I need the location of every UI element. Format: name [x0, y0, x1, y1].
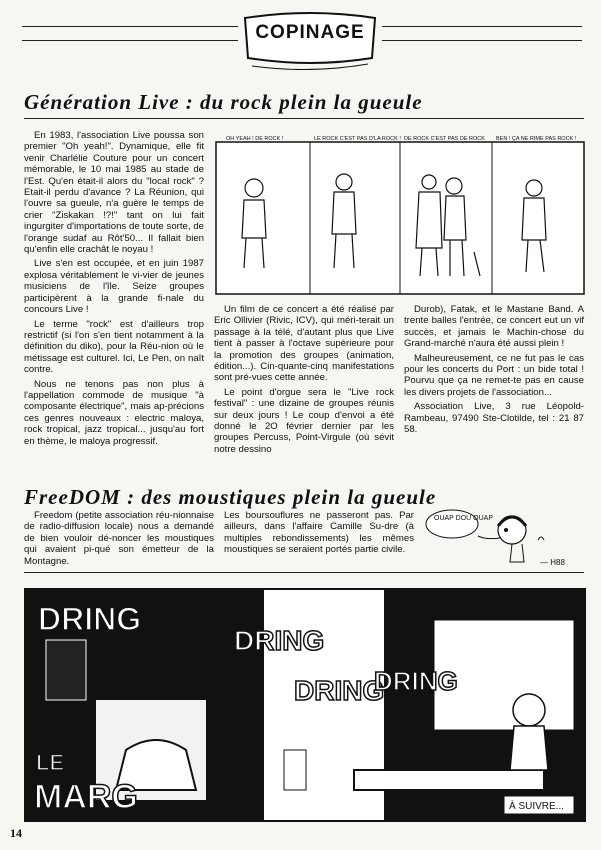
article-column-2	[214, 304, 394, 458]
copinage-banner	[240, 10, 380, 54]
comic-marg: MARG	[34, 778, 138, 816]
col1-paragraph: Nous ne tenons pas non plus à l'appellation commode de musique "à composante électrique", mais ap-précions ces genres nouveaux : electric maloya, rock tropical, jazz tropical... jusqu'au fort en thème, le maloya progressif.	[24, 378, 204, 447]
rock-cartoon	[214, 128, 586, 296]
cartoon-bubble-2: LE ROCK C'EST PAS D'LA ROCK !	[314, 136, 401, 142]
freedom-column-2	[224, 510, 414, 559]
col3-paragraph: Malheureusement, ce ne fut pas le cas pour les concerts du Port : un bide total ! Pourvu que ça ne remet-te pas en cause les divers projets de l'association...	[404, 352, 584, 398]
mosquito-cartoon	[420, 500, 585, 575]
col1-paragraph: Le terme "rock" est d'ailleurs trop restrictif (si l'on s'en tient notamment à la définition du diko), pour la Réu-nion où le métissage est culturel. Ici, Le Pen, on naît contre.	[24, 318, 204, 376]
article-column-1	[24, 130, 204, 450]
cartoon-bubble-3: DE ROCK C'EST PAS DE ROCK	[404, 136, 485, 142]
article-column-3	[404, 304, 584, 438]
col2-paragraph: Un film de ce concert a été réalisé par Eric Ollivier (Rivic, ICV), qui méri-terait un passage à la télé, d'autant plus que Live tient à passer à l'octave supérieure pour la promotion des groupes (animation, édition...). Cin-quante-cinq manifestations sont pré-vues cette année.	[214, 304, 394, 384]
mosquito-signature: — H88	[540, 558, 565, 567]
freedom-paragraph-2: Les boursouflures ne passeront pas. Par ailleurs, dans l'affaire Camille Su-dre (à multiples rebondissements) les mêmes moustiques se seraient portés partie civile.	[224, 510, 414, 556]
freedom-paragraph-1: Freedom (petite association réu-nionnaise de radio-diffusion locale) nous a demandé de bien vouloir dé-noncer les moustiques qui avaient pi-qué son émetteur de la Montagne.	[24, 510, 214, 567]
comic-left-drawing	[26, 590, 222, 820]
article-title: Génération Live : du rock plein la gueule	[24, 90, 423, 114]
page-number: 14	[10, 826, 22, 840]
header-rule-right-top	[382, 26, 582, 27]
header-rule-left-bottom	[22, 40, 238, 41]
header-rule-left-top	[22, 26, 238, 27]
cartoon-bubble-1: OH YEAH ! DE ROCK !	[226, 136, 284, 142]
cartoon-bubble-4: BEN ! ÇA NE RIME PAS ROCK !	[496, 136, 577, 142]
comic-right-drawing	[224, 590, 584, 820]
col1-paragraph: Live s'en est occupée, et en juin 1987 explosa véritablement le vi-vier de jeunes musiciens de l'île. Seize groupes participèrent à la grande fi-nale du concours Live !	[24, 258, 204, 316]
mosquito-bubble: OUAP DOU OUAP	[434, 515, 493, 522]
col3-paragraph: Association Live, 3 rue Léopold-Rambeau, 97490 Ste-Clotilde, tel : 21 87 58.	[404, 401, 584, 436]
comic-dring-3: DRING	[374, 666, 458, 696]
col2-paragraph: Le point d'orgue sera le "Live rock festival" : une dizaine de groupes réunis sur deux jours ! Le coup d'envoi a été donné le 2O février dernier par les groupes Percuss, Point-Virgule (où sévit notre dessino	[214, 386, 394, 455]
comic-dring-2: DRING	[294, 675, 385, 706]
comic-caption: À SUIVRE...	[509, 801, 565, 812]
comic-dring-1: DRING	[234, 625, 325, 656]
header-rule-right-bottom	[382, 40, 582, 41]
title-underline	[24, 118, 584, 119]
banner-title: COPINAGE	[255, 22, 365, 43]
freedom-separator	[24, 572, 584, 573]
comic-le: LE	[36, 750, 65, 775]
cartoon-drawing	[214, 128, 586, 296]
comic-panel-left	[24, 588, 224, 822]
freedom-title: FreeDOM : des moustiques plein la gueule	[24, 485, 437, 509]
freedom-column-1	[24, 510, 214, 570]
col1-paragraph: En 1983, l'association Live poussa son premier "Oh yeah!". Dynamique, elle fit venir Charlélie Couture pour un concert mémorable, le 10 mai 1985 au stade de l'Est. Qu'en était-il alors du "local rock" ? Etait-il perdu d'avance ? La Réunion, qui l'ouvre sa gueule, n'a guère le temps de crier "Ziskakan !?!" tant on lui fait ingurgiter d'importations de toute sorte, de l'orange sudaf au Rôt'50... Il fallait bien qu'enfin elle crachât le noyau !	[24, 130, 204, 256]
comic-panel-right	[222, 588, 586, 822]
comic-dring-left: DRING	[38, 601, 142, 637]
col3-paragraph: Durob), Fatak, et le Mastane Band. A trente balles l'entrée, ce concert eut un vif succès, et jamais le Machin-chose du Grand-marché n'aura été aussi plein !	[404, 304, 584, 350]
